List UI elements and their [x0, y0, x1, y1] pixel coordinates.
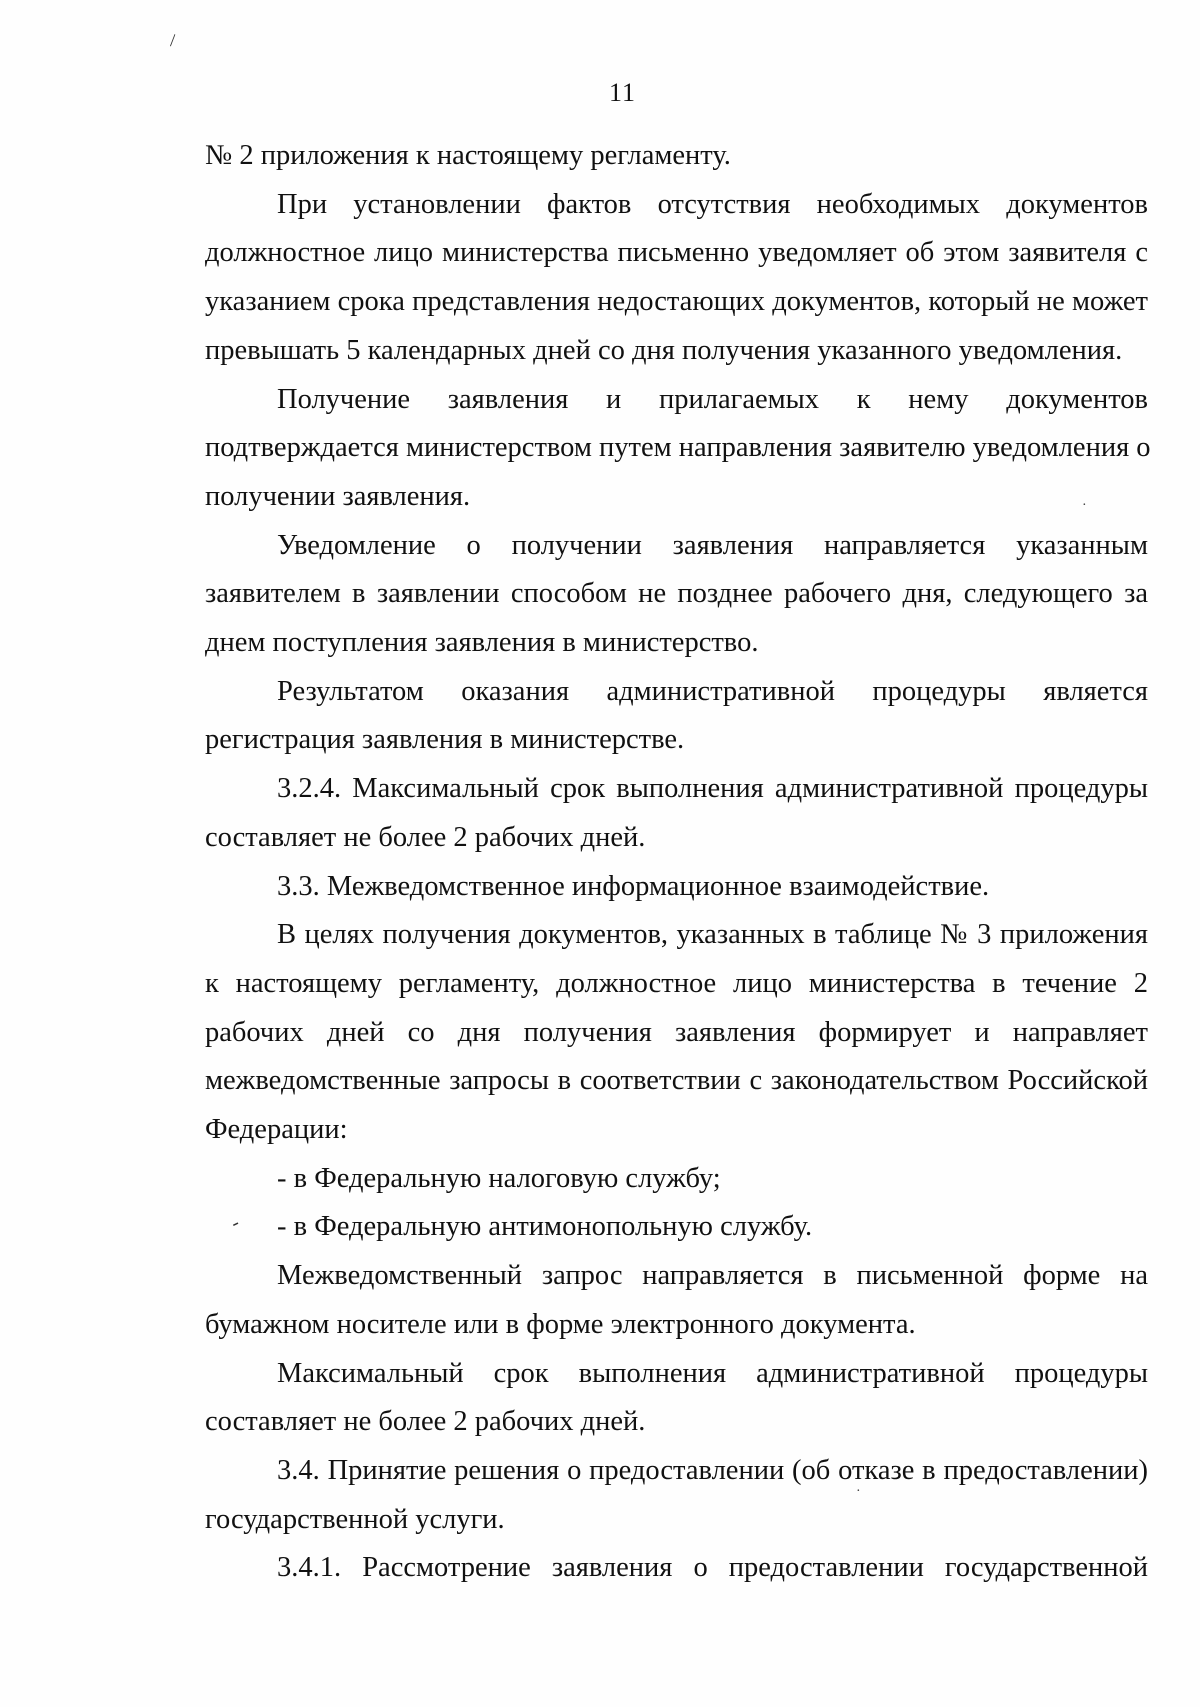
list-item	[205, 1203, 1148, 1252]
text-line: указанием срока представления недостающих документов, который не может	[205, 286, 1148, 318]
text-line: Межведомственный запрос направляется в письменной форме на	[277, 1260, 1148, 1292]
paragraph	[205, 668, 1148, 765]
section-heading	[205, 1544, 1148, 1593]
text-line: государственной услуги.	[205, 1503, 505, 1535]
text-line: 3.4. Принятие решения о предоставлении (об отказе в предоставлении)	[277, 1454, 1148, 1486]
document-body	[205, 132, 1151, 1593]
paragraph	[205, 911, 1148, 1155]
text-line: Результатом оказания административной процедуры является	[277, 675, 1148, 707]
text-line: должностное лицо министерства письменно уведомляет об этом заявителя с	[205, 237, 1148, 269]
paragraph	[205, 522, 1148, 668]
paragraph	[205, 765, 1148, 862]
scan-artifact-dot: ·	[856, 1484, 861, 1499]
text-line: составляет не более 2 рабочих дней.	[205, 821, 646, 853]
text-line: рабочих дней со дня получения заявления формирует и направляет	[205, 1016, 1148, 1048]
text-line: При установлении фактов отсутствия необходимых документов	[277, 188, 1148, 220]
text-line: Получение заявления и прилагаемых к нему документов	[277, 383, 1148, 415]
text-line: 3.3. Межведомственное информационное взаимодействие.	[277, 870, 990, 902]
text-line: В целях получения документов, указанных в таблице № 3 приложения	[277, 919, 1148, 951]
text-line: Уведомление о получении заявления направляется указанным	[277, 529, 1148, 561]
paragraph	[205, 132, 1148, 181]
paragraph	[205, 1252, 1148, 1349]
text-line: подтверждается министерством путем направления заявителю уведомления о	[205, 432, 1151, 464]
text-line: бумажном носителе или в форме электронного документа.	[205, 1308, 916, 1340]
text-line: 3.4.1. Рассмотрение заявления о предоставлении государственной	[277, 1552, 1148, 1584]
text-line: получении заявления.	[205, 480, 471, 512]
page-number: 11	[608, 78, 637, 107]
scan-artifact-dot: ·	[1082, 498, 1087, 513]
text-line: к настоящему регламенту, должностное лицо министерства в течение 2	[205, 967, 1148, 999]
text-line: № 2 приложения к настоящему регламенту.	[205, 140, 731, 171]
scan-artifact-tick: -	[227, 1211, 243, 1235]
section-heading	[205, 1447, 1148, 1544]
text-line: - в Федеральную антимонопольную службу.	[277, 1211, 813, 1243]
text-line: составляет не более 2 рабочих дней.	[205, 1406, 646, 1438]
text-line: заявителем в заявлении способом не позднее рабочего дня, следующего за	[205, 578, 1148, 610]
text-line: регистрация заявления в министерстве.	[205, 724, 685, 756]
section-heading	[205, 863, 1148, 912]
paragraph	[205, 181, 1148, 376]
scan-artifact-mark: \	[164, 30, 182, 50]
paragraph	[205, 376, 1151, 522]
list-item	[205, 1155, 1148, 1204]
text-line: - в Федеральную налоговую службу;	[277, 1162, 721, 1194]
text-line: Максимальный срок выполнения административной процедуры	[277, 1357, 1148, 1389]
text-line: межведомственные запросы в соответствии с законодательством Российской	[205, 1065, 1148, 1097]
paragraph	[205, 1350, 1148, 1447]
text-line: Федерации:	[205, 1114, 348, 1146]
text-line: превышать 5 календарных дней со дня получения указанного уведомления.	[205, 334, 1123, 366]
text-line: 3.2.4. Максимальный срок выполнения административной процедуры	[277, 773, 1148, 805]
text-line: днем поступления заявления в министерство.	[205, 627, 759, 659]
